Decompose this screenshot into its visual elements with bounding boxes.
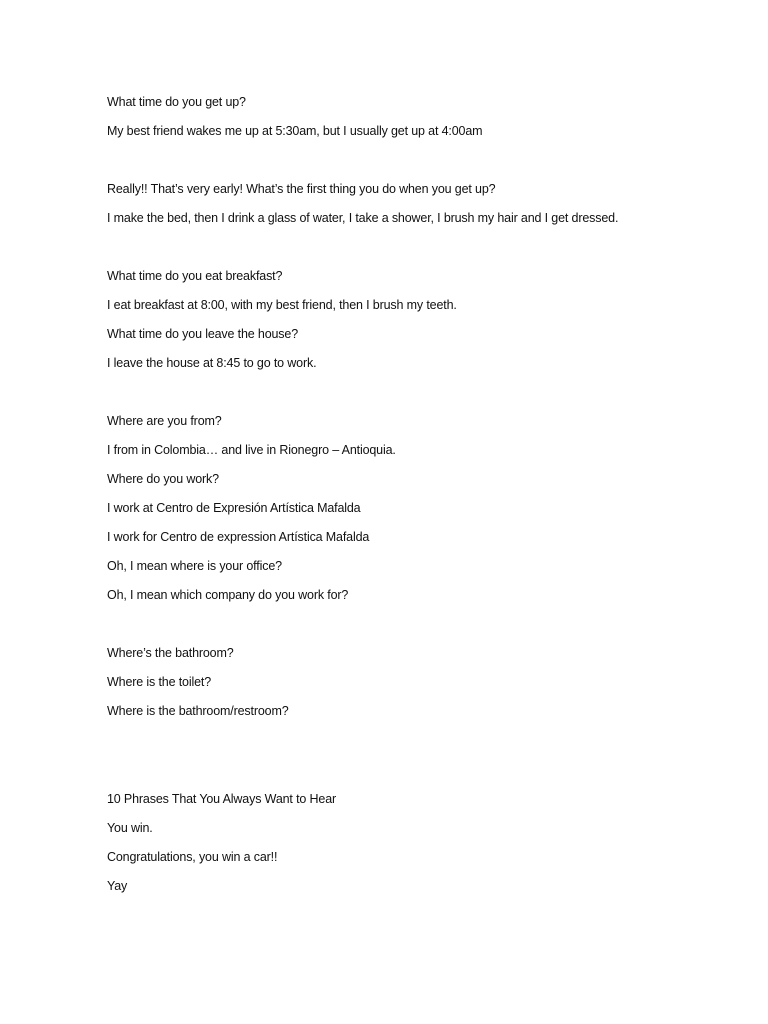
text-line: What time do you leave the house? (107, 327, 299, 341)
text-line: Where’s the bathroom? (107, 646, 234, 660)
text-line: I make the bed, then I drink a glass of water, I take a shower, I brush my hair and I get dressed. (107, 211, 619, 225)
text-line: Yay (107, 879, 128, 893)
text-line: What time do you get up? (107, 95, 246, 109)
text-line: My best friend wakes me up at 5:30am, but I usually get up at 4:00am (107, 124, 483, 138)
text-line: I work at Centro de Expresión Artística Mafalda (107, 501, 361, 515)
text-line: I from in Colombia… and live in Rionegro – Antioquia. (107, 443, 396, 457)
text-line: Oh, I mean which company do you work for? (107, 588, 349, 602)
text-line: Where do you work? (107, 472, 219, 486)
text-line: Really!! That’s very early! What’s the first thing you do when you get up? (107, 182, 496, 196)
text-line: Oh, I mean where is your office? (107, 559, 282, 573)
text-line: I leave the house at 8:45 to go to work. (107, 356, 317, 370)
text-line: What time do you eat breakfast? (107, 269, 283, 283)
text-line: You win. (107, 821, 153, 835)
text-line: Congratulations, you win a car!! (107, 850, 278, 864)
text-line: I work for Centro de expression Artística Mafalda (107, 530, 370, 544)
text-line: Where are you from? (107, 414, 222, 428)
text-line: I eat breakfast at 8:00, with my best friend, then I brush my teeth. (107, 298, 457, 312)
text-line: 10 Phrases That You Always Want to Hear (107, 792, 337, 806)
text-line: Where is the bathroom/restroom? (107, 704, 289, 718)
text-line: Where is the toilet? (107, 675, 211, 689)
